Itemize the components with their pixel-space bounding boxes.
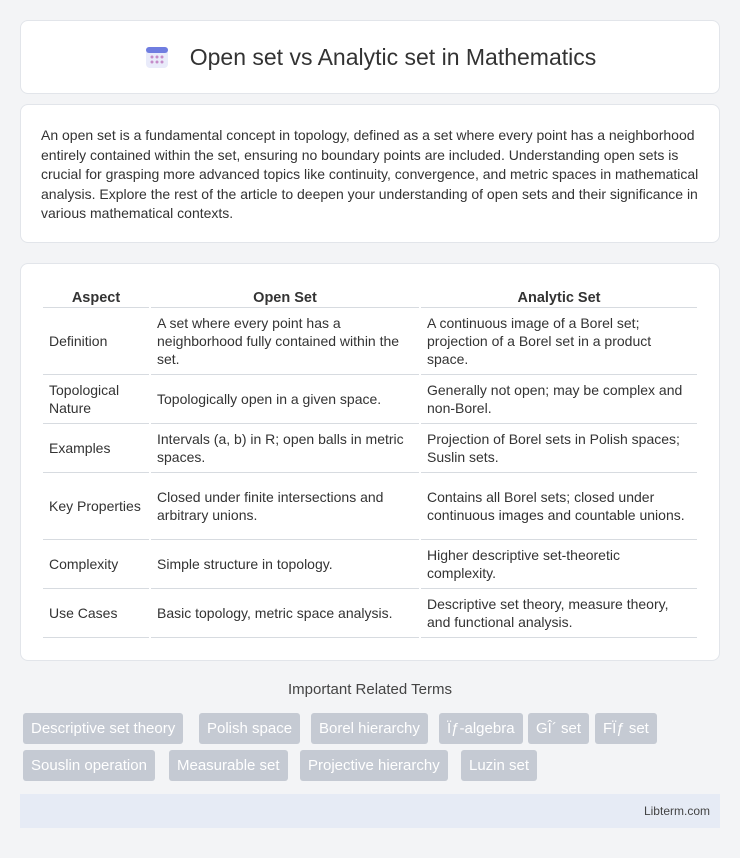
header-open-set: Open Set [151,284,419,308]
tag-g-delta-set[interactable]: GÎ´ set [528,713,589,744]
row-analytic-set: A continuous image of a Borel set; projection of a Borel set in a product space. [421,308,697,375]
tag-souslin-operation[interactable]: Souslin operation [23,750,155,781]
footer [20,794,720,828]
tag-sigma-algebra[interactable]: Ïƒ-algebra [439,713,523,744]
header-analytic-set: Analytic Set [421,284,697,308]
table-row [43,375,697,424]
row-aspect: Examples [43,424,149,473]
row-open-set: Topologically open in a given space. [151,375,419,424]
table-row [43,589,697,638]
row-analytic-set: Descriptive set theory, measure theory, and functional analysis. [421,589,697,638]
tag-measurable-set[interactable]: Measurable set [169,750,288,781]
row-analytic-set: Generally not open; may be complex and non-Borel. [421,375,697,424]
row-open-set: Closed under finite intersections and arbitrary unions. [151,473,419,540]
page-title: Open set vs Analytic set in Mathematics [189,43,597,70]
tag-luzin-set[interactable]: Luzin set [461,750,537,781]
tag-f-sigma-set[interactable]: FÏƒ set [595,713,657,744]
calendar-icon [144,44,170,70]
intro-paragraph: An open set is a fundamental concept in topology, defined as a set where every point has a neighborhood entirely contained within the set, ensuring no boundary points are included. Understanding open sets is crucial for grasping more advanced topics like continuity, convergence, and metric spaces in mathematical analysis. Explore the rest of the article to deepen your understanding of open sets and their significance in various mathematical contexts. [41,127,699,222]
row-aspect: Topological Nature [43,375,149,424]
table-row [43,424,697,473]
row-analytic-set: Contains all Borel sets; closed under continuous images and countable unions. [421,473,697,540]
tag-descriptive-set-theory[interactable]: Descriptive set theory [23,713,183,744]
row-aspect: Complexity [43,540,149,589]
row-aspect: Use Cases [43,589,149,638]
tag-projective-hierarchy[interactable]: Projective hierarchy [300,750,448,781]
row-open-set: Intervals (a, b) in R; open balls in metric spaces. [151,424,419,473]
row-aspect: Key Properties [43,473,149,540]
comparison-table [41,284,699,638]
tag-polish-space[interactable]: Polish space [199,713,300,744]
row-open-set: Basic topology, metric space analysis. [151,589,419,638]
row-aspect: Definition [43,308,149,375]
table-row [43,308,697,375]
intro-card [20,104,720,243]
header-aspect: Aspect [43,284,149,308]
comparison-table-card [20,263,720,661]
table-row [43,540,697,589]
row-open-set: Simple structure in topology. [151,540,419,589]
footer-site-link[interactable]: Libterm.com [643,804,710,818]
table-row [43,473,697,540]
title-card [20,20,720,94]
row-analytic-set: Higher descriptive set-theoretic complexity. [421,540,697,589]
table-header-row [43,284,697,308]
tag-borel-hierarchy[interactable]: Borel hierarchy [311,713,428,744]
related-terms-title: Important Related Terms [288,681,452,698]
row-open-set: A set where every point has a neighborhood fully contained within the set. [151,308,419,375]
row-analytic-set: Projection of Borel sets in Polish spaces; Suslin sets. [421,424,697,473]
